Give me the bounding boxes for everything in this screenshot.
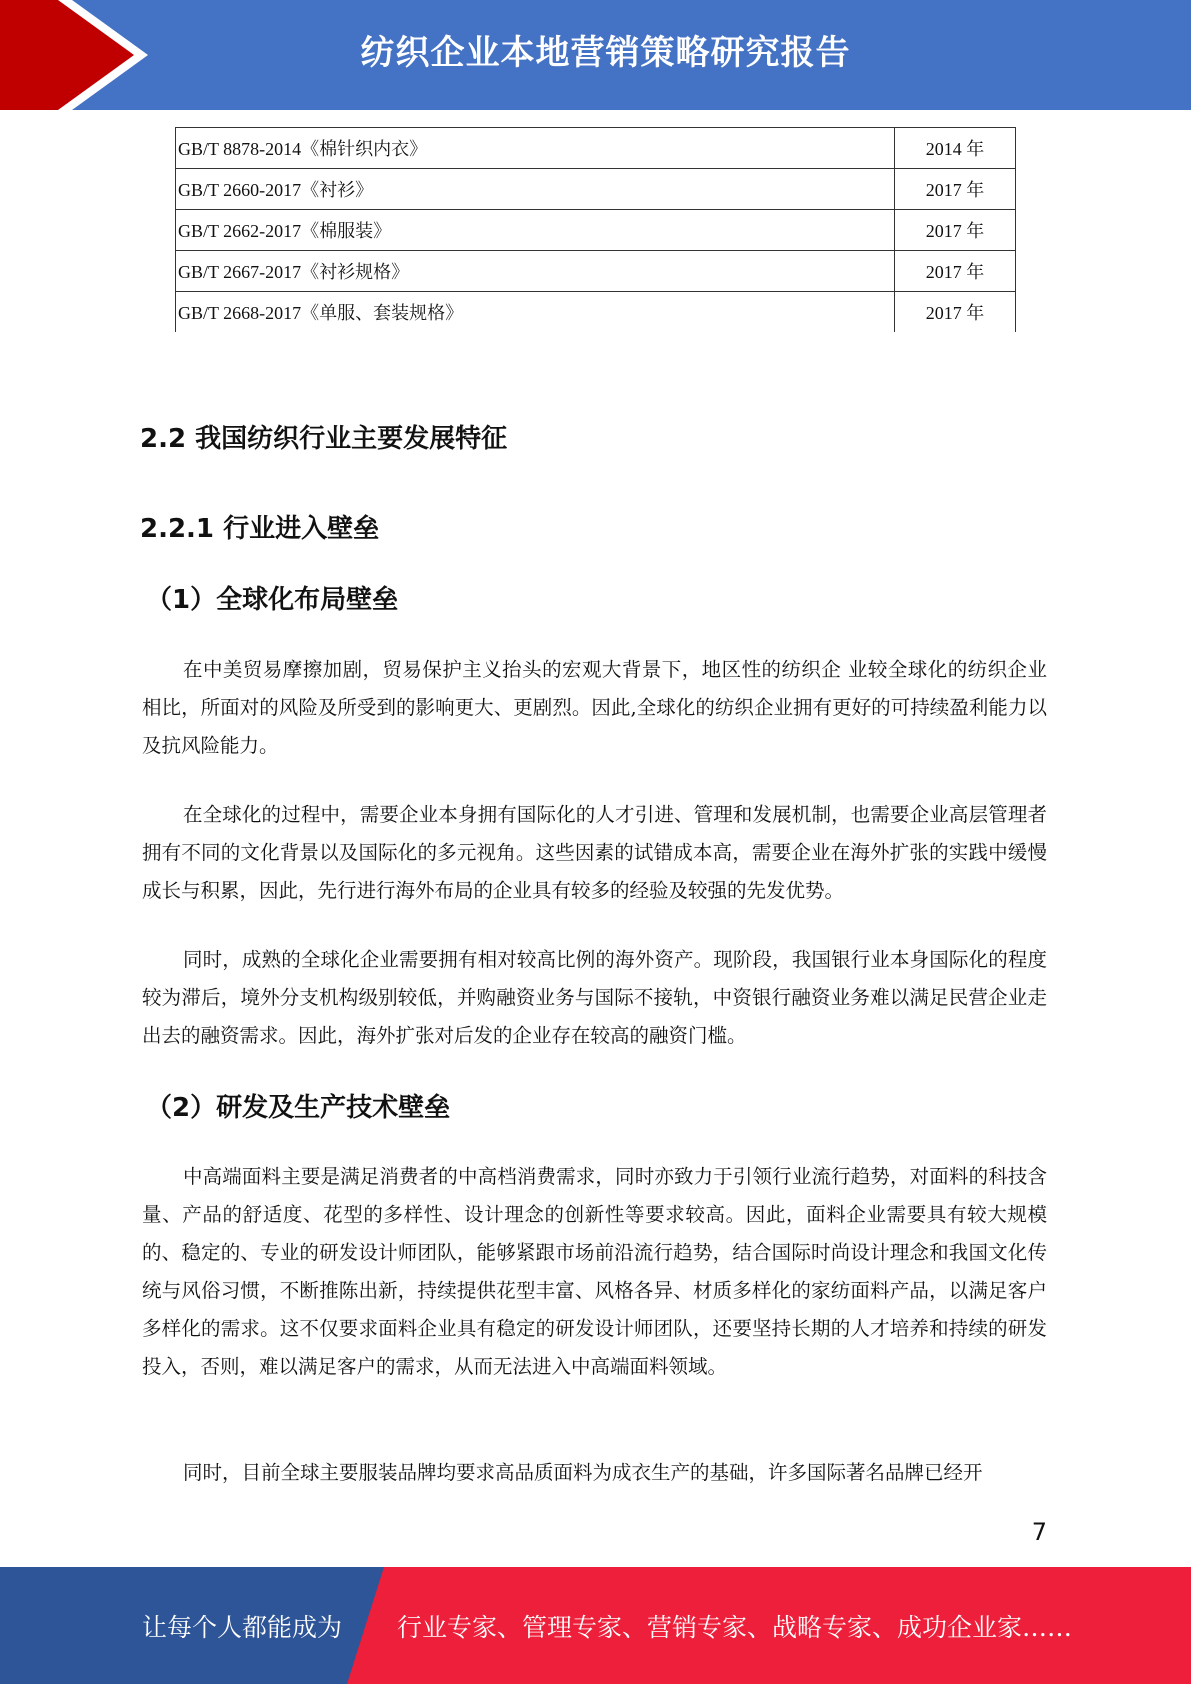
section-heading: 2.2 我国纺织行业主要发展特征 [140,424,508,454]
standard-name-cell: GB/T 2667-2017《衬衫规格》 [176,251,895,292]
standard-year-cell: 2014 年 [895,128,1016,169]
standard-name-cell: GB/T 8878-2014《棉针织内衣》 [176,128,895,169]
footer-slogan-left: 让每个人都能成为 [142,1613,343,1642]
table-row [176,210,1016,251]
page-footer [0,1567,1191,1684]
standard-year-cell: 2017 年 [895,292,1016,333]
body-paragraph: 同时，成熟的全球化企业需要拥有相对较高比例的海外资产。现阶段，我国银行业本身国际化的程度较为滞后，境外分支机构级别较低，并购融资业务与国际不接轨，中资银行融资业务难以满足民营企业走出去的融资需求。因此，海外扩张对后发的企业存在较高的融资门槛。 [142,948,1047,1047]
standard-year-cell: 2017 年 [895,210,1016,251]
standards-table [175,127,1016,332]
standard-name-cell: GB/T 2660-2017《衬衫》 [176,169,895,210]
barrier-heading-globalization: （1）全球化布局壁垒 [146,585,399,615]
standard-name-cell: GB/T 2668-2017《单服、套装规格》 [176,292,895,333]
table-row [176,128,1016,169]
table-row [176,251,1016,292]
standard-year-cell: 2017 年 [895,169,1016,210]
table-row [176,292,1016,333]
footer-slogan-right: 行业专家、管理专家、营销专家、战略专家、成功企业家…… [397,1613,1073,1642]
body-paragraph: 中高端面料主要是满足消费者的中高档消费需求，同时亦致力于引领行业流行趋势，对面料的科技含量、产品的舒适度、花型的多样性、设计理念的创新性等要求较高。因此，面料企业需要具有较大规模的、稳定的、专业的研发设计师团队，能够紧跟市场前沿流行趋势，结合国际时尚设计理念和我国文化传统与风俗习惯，不断推陈出新，持续提供花型丰富、风格各异、材质多样化的家纺面料产品，以满足客户多样化的需求。这不仅要求面料企业具有稳定的研发设计师团队，还要坚持长期的人才培养和持续的研发投入，否则，难以满足客户的需求，从而无法进入中高端面料领域。 [142,1165,1047,1378]
report-title: 纺织企业本地营销策略研究报告 [360,33,851,73]
subsection-heading: 2.2.1 行业进入壁垒 [140,514,380,544]
body-paragraph: 在全球化的过程中，需要企业本身拥有国际化的人才引进、管理和发展机制，也需要企业高层管理者拥有不同的文化背景以及国际化的多元视角。这些因素的试错成本高，需要企业在海外扩张的实践中缓慢成长与积累，因此，先行进行海外布局的企业具有较多的经验及较强的先发优势。 [142,803,1047,902]
page-number: 7 [1031,1518,1047,1546]
table-row [176,169,1016,210]
standard-name-cell: GB/T 2662-2017《棉服装》 [176,210,895,251]
page-header [0,0,1191,110]
body-paragraph: 在中美贸易摩擦加剧，贸易保护主义抬头的宏观大背景下，地区性的纺织企 业较全球化的纺织企业相比，所面对的风险及所受到的影响更大、更剧烈。因此,全球化的纺织企业拥有更好的可持续盈利能力以及抗风险能力。 [142,658,1047,757]
body-paragraph: 同时，目前全球主要服装品牌均要求高品质面料为成衣生产的基础，许多国际著名品牌已经开 [183,1461,983,1484]
standard-year-cell: 2017 年 [895,251,1016,292]
barrier-heading-rnd: （2）研发及生产技术壁垒 [146,1093,451,1123]
